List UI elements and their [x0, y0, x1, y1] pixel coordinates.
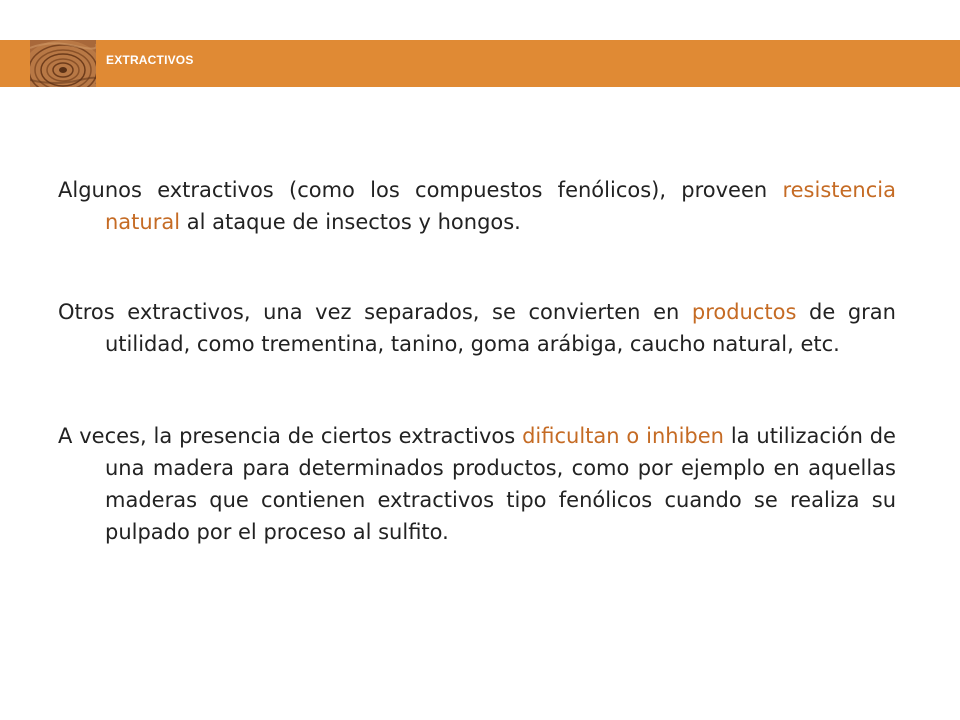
paragraph-text: A veces, la presencia de ciertos extractivos — [58, 424, 523, 448]
highlight-text: resistencia natural — [105, 178, 896, 234]
paragraph-inhibit — [58, 420, 896, 548]
paragraph-text: Algunos extractivos (como los compuestos fenólicos), proveen — [58, 178, 783, 202]
paragraph-text: al ataque de insectos y hongos. — [180, 210, 521, 234]
highlight-text: productos — [691, 300, 797, 324]
paragraph-products — [58, 296, 896, 360]
highlight-text: dificultan o inhiben — [522, 424, 724, 448]
paragraph-text: Otros extractivos, una vez separados, se convierten en — [58, 300, 692, 324]
slide-content — [58, 174, 896, 548]
paragraph-text: de gran utilidad, como trementina, tanino, goma arábiga, caucho natural, etc. — [105, 300, 896, 356]
paragraph-resistance — [58, 174, 896, 238]
wood-rings-icon — [30, 40, 96, 87]
paragraph-text: la utilización de una madera para determinados productos, como por ejemplo en aquellas maderas que contienen extractivos tipo fenólicos cuando se realiza su pulpado por el proceso al sulfito. — [105, 424, 896, 544]
header-title: EXTRACTIVOS — [106, 53, 194, 67]
